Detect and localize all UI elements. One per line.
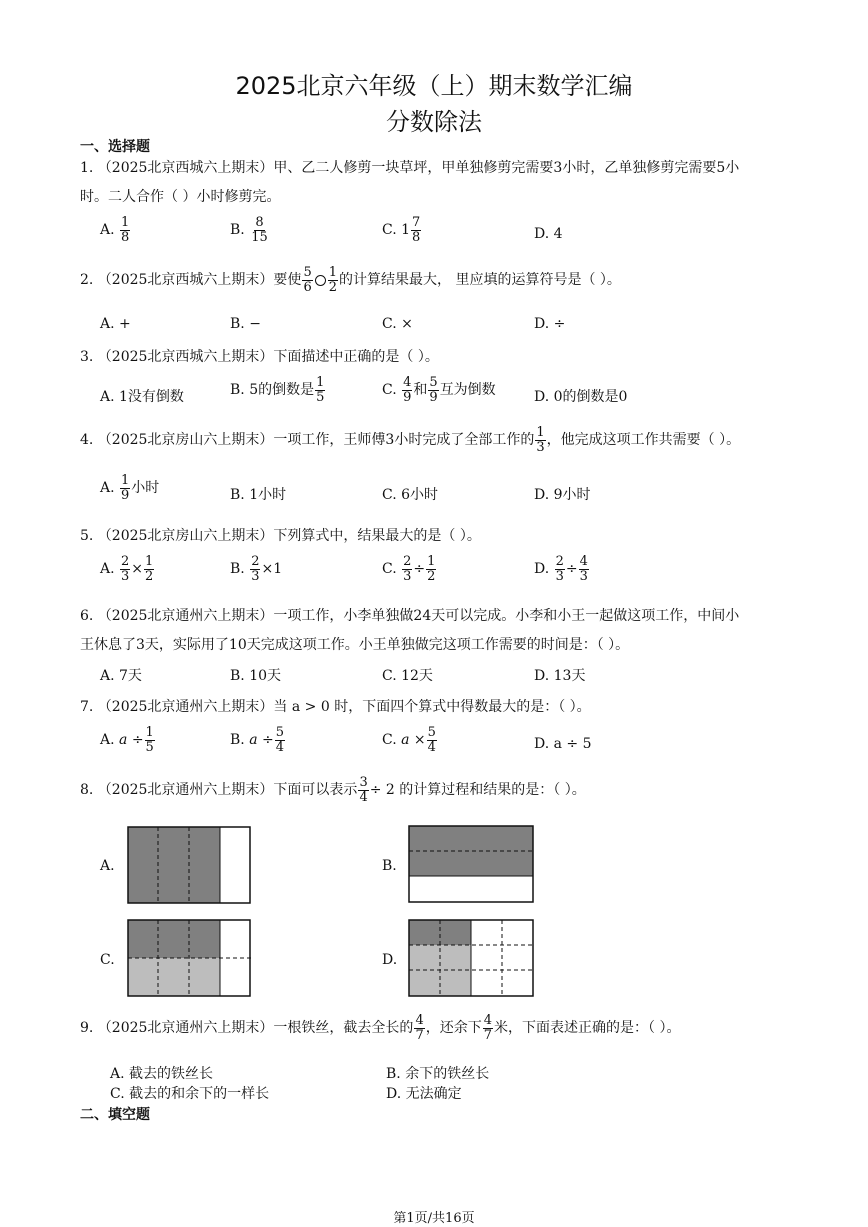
q6-option-d[interactable]: D. 13天	[534, 668, 586, 684]
fraction: $\frac{1}{8}$	[121, 215, 130, 245]
fraction: $\frac{1}{2}$	[328, 265, 337, 295]
q7-stem: 7. （2025北京通州六上期末）当 a > 0 时，下面四个算式中得数最大的是：（ ）。	[80, 699, 591, 715]
q9-stem: 9. （2025北京通州六上期末）一根铁丝，截去全长的 $\frac{4}{7}$ ，还余下 $\frac{4}{7}$ 米，下面表述正确的是：（ ）。	[80, 1013, 681, 1043]
q1-stem-line2: 时。二人合作（ ）小时修剪完。	[80, 189, 281, 205]
q7-option-a[interactable]: A. a ÷ $\frac{1}{5}$	[100, 725, 154, 755]
q2-option-b[interactable]: B. −	[230, 316, 261, 332]
fraction: $\frac{3}{4}$	[359, 775, 368, 805]
q1-stem-line1: 1. （2025北京西城六上期末）甲、乙二人修剪一块草坪，甲单独修剪完需要3小时，乙单独修剪完需要5小	[80, 160, 740, 176]
q8-diagram-c[interactable]	[127, 919, 253, 998]
q9-option-a[interactable]: A. 截去的铁丝长	[110, 1066, 214, 1082]
fraction: $\frac{2}{3}$	[251, 554, 260, 584]
q9-option-d[interactable]: D. 无法确定	[386, 1086, 462, 1102]
fraction: $\frac{2}{3}$	[555, 554, 564, 584]
q2-option-a[interactable]: A. +	[100, 316, 131, 332]
q7-option-c[interactable]: C. a × $\frac{5}{4}$	[382, 725, 436, 755]
fraction: $\frac{1}{9}$	[121, 473, 130, 503]
fraction: $\frac{2}{3}$	[121, 554, 130, 584]
section-heading-choice: 一、选择题	[80, 139, 150, 155]
q4-option-b[interactable]: B. 1小时	[230, 487, 287, 503]
page-subtitle: 分数除法	[386, 108, 482, 136]
fraction: $\frac{1}{5}$	[316, 375, 325, 405]
fraction: $\frac{2}{3}$	[403, 554, 412, 584]
q5-stem: 5. （2025北京房山六上期末）下列算式中，结果最大的是（ ）。	[80, 528, 481, 544]
q8-stem: 8. （2025北京通州六上期末）下面可以表示 $\frac{3}{4}$ ÷ 2 的计算过程和结果的是：（ ）。	[80, 775, 586, 805]
blank-circle-icon	[315, 275, 326, 286]
q3-option-d[interactable]: D. 0的倒数是0	[534, 389, 628, 405]
fraction: $\frac{4}{7}$	[415, 1013, 424, 1043]
fraction: $\frac{5}{4}$	[427, 725, 436, 755]
q8-option-b-label[interactable]: B.	[382, 858, 397, 874]
fraction: $\frac{4}{7}$	[483, 1013, 492, 1043]
q8-diagram-a[interactable]	[127, 826, 251, 904]
q6-option-b[interactable]: B. 10天	[230, 668, 282, 684]
q4-option-a[interactable]: A. $\frac{1}{9}$ 小时	[100, 473, 160, 503]
q3-option-b[interactable]: B. 5的倒数是 $\frac{1}{5}$	[230, 375, 325, 405]
q7-option-d[interactable]: D. a ÷ 5	[534, 736, 592, 752]
q4-option-c[interactable]: C. 6小时	[382, 487, 439, 503]
q5-option-d[interactable]: D. $\frac{2}{3}$ ÷ $\frac{4}{3}$	[534, 554, 588, 584]
q8-option-a-label[interactable]: A.	[100, 858, 115, 874]
q6-stem-line2: 王休息了3天，实际用了10天完成这项工作。小王单独做完这项工作需要的时间是：（ ）。	[80, 637, 630, 653]
fraction: $\frac{1}{5}$	[145, 725, 154, 755]
q4-option-d[interactable]: D. 9小时	[534, 487, 591, 503]
q9-option-c[interactable]: C. 截去的和余下的一样长	[110, 1086, 270, 1102]
fraction: $\frac{4}{9}$	[403, 375, 412, 405]
q5-option-c[interactable]: C. $\frac{2}{3}$ ÷ $\frac{1}{2}$	[382, 554, 436, 584]
q8-diagram-d[interactable]	[408, 919, 534, 998]
fraction: $\frac{5}{9}$	[429, 375, 438, 405]
q1-option-b[interactable]: B. $\frac{8}{15}$	[230, 215, 268, 245]
q1-option-d[interactable]: D. 4	[534, 226, 563, 242]
q6-option-a[interactable]: A. 7天	[100, 668, 142, 684]
fraction: $\frac{1}{3}$	[536, 425, 545, 455]
q8-diagram-b[interactable]	[408, 825, 534, 903]
q3-option-c[interactable]: C. $\frac{4}{9}$ 和 $\frac{5}{9}$ 互为倒数	[382, 375, 496, 405]
fraction: $\frac{4}{3}$	[579, 554, 588, 584]
fraction: $\frac{5}{6}$	[303, 265, 312, 295]
q3-stem: 3. （2025北京西城六上期末）下面描述中正确的是（ ）。	[80, 349, 439, 365]
q8-option-c-label[interactable]: C.	[100, 952, 115, 968]
q6-option-c[interactable]: C. 12天	[382, 668, 433, 684]
q8-option-d-label[interactable]: D.	[382, 952, 398, 968]
fraction: $\frac{5}{4}$	[275, 725, 285, 755]
q1-option-c[interactable]: C. 1 $\frac{7}{8}$	[382, 215, 421, 245]
q5-option-b[interactable]: B. $\frac{2}{3}$ ×1	[230, 554, 283, 584]
fraction: $\frac{8}{15}$	[251, 215, 268, 245]
fraction: $\frac{1}{2}$	[145, 554, 154, 584]
q1-option-a[interactable]: A. $\frac{1}{8}$	[100, 215, 130, 245]
q2-stem: 2. （2025北京西城六上期末）要使 $\frac{5}{6}$ $\frac{1}{2}$ 的计算结果最大， 里应填的运算符号是（ ）。	[80, 265, 621, 295]
page-number: 第1页/共16页	[393, 1211, 475, 1226]
q7-option-b[interactable]: B. a ÷ $\frac{5}{4}$	[230, 725, 285, 755]
section-heading-fill: 二、填空题	[80, 1107, 150, 1123]
q9-option-b[interactable]: B. 余下的铁丝长	[386, 1066, 490, 1082]
q2-option-c[interactable]: C. ×	[382, 316, 413, 332]
q3-option-a[interactable]: A. 1没有倒数	[100, 389, 184, 405]
fraction: $\frac{7}{8}$	[412, 215, 421, 245]
q6-stem-line1: 6. （2025北京通州六上期末）一项工作，小李单独做24天可以完成。小李和小王一起做这项工作，中间小	[80, 608, 740, 624]
page-title: 2025北京六年级（上）期末数学汇编	[235, 72, 633, 100]
fraction: $\frac{1}{2}$	[427, 554, 436, 584]
q4-stem: 4. （2025北京房山六上期末）一项工作，王师傅3小时完成了全部工作的 $\frac{1}{3}$ ，他完成这项工作共需要（ ）。	[80, 425, 741, 455]
q2-option-d[interactable]: D. ÷	[534, 316, 566, 332]
q5-option-a[interactable]: A. $\frac{2}{3}$ × $\frac{1}{2}$	[100, 554, 154, 584]
